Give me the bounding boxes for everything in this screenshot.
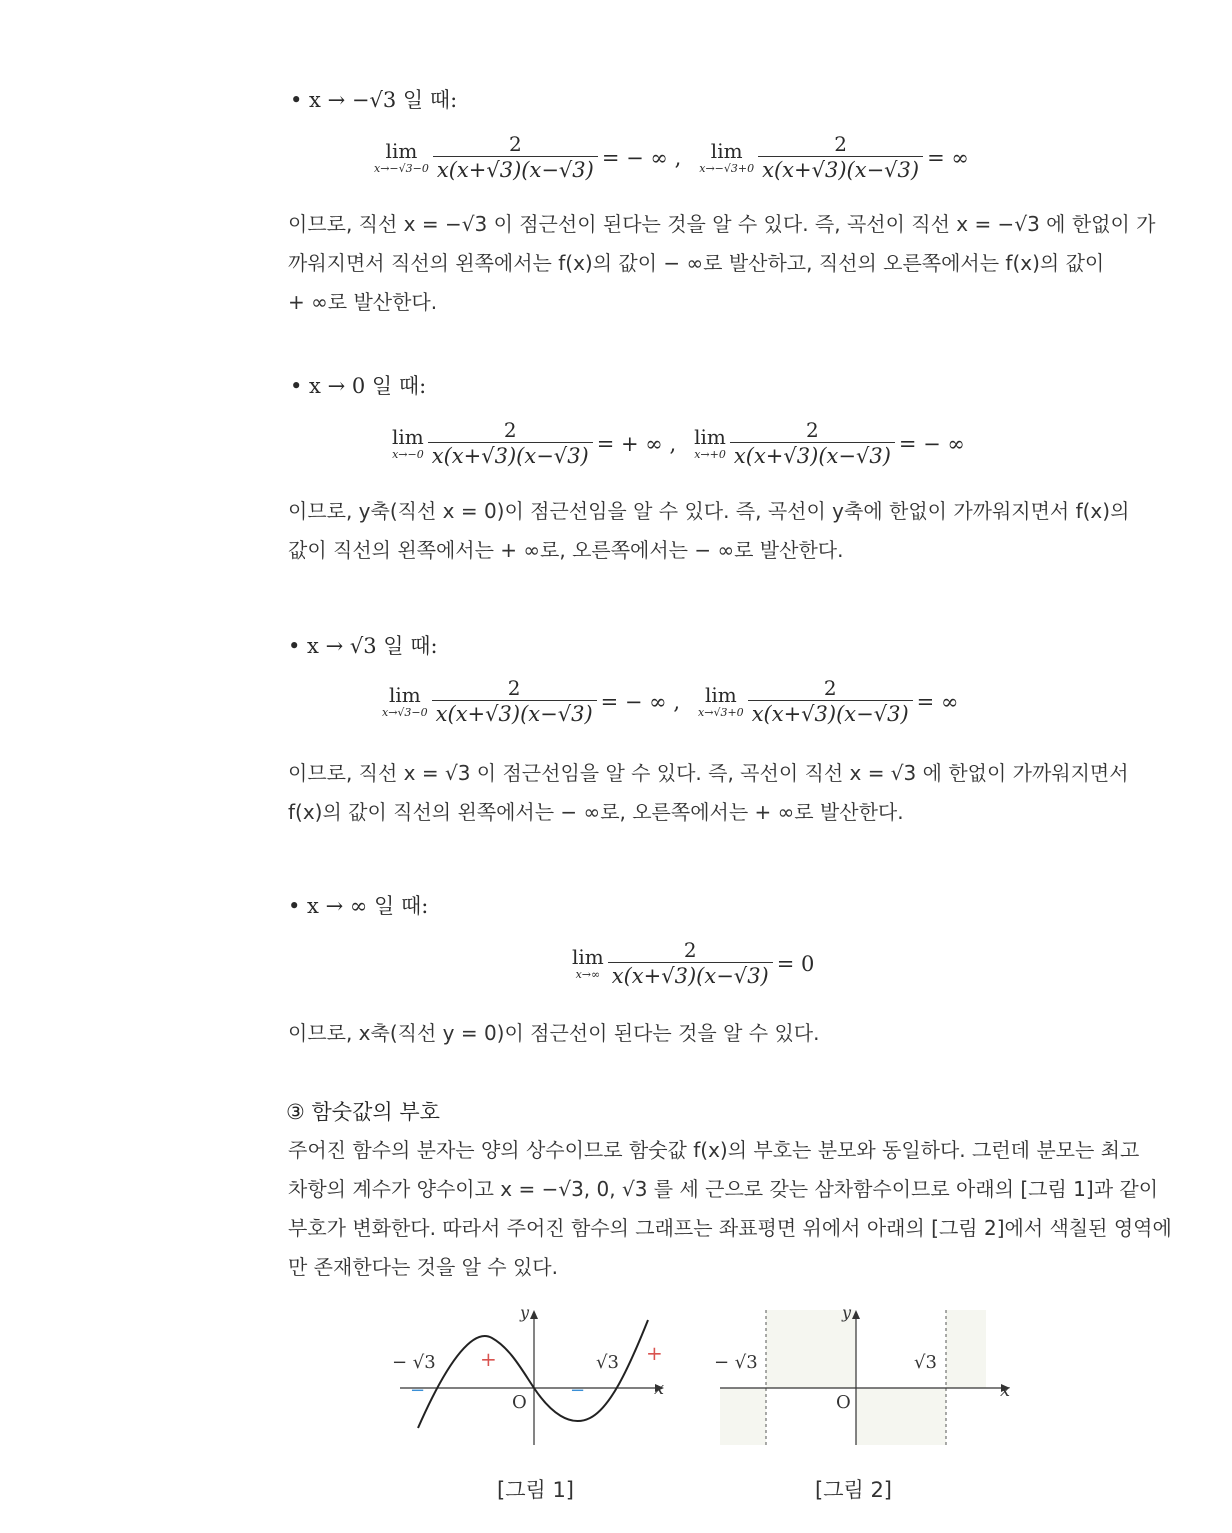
bullet-x-to-root3: • x → √3 일 때: bbox=[288, 634, 438, 658]
limit-fraction: $\frac{2}{x(x+√3)(x-√3)}$ bbox=[748, 676, 913, 727]
y-axis-label: y bbox=[842, 1303, 852, 1322]
x-axis-label: x bbox=[1000, 1380, 1011, 1401]
limit-result: = ∞ bbox=[927, 145, 969, 170]
section-heading-sign: ③ 함숫값의 부호 bbox=[286, 1100, 440, 1124]
bullet-x-to-0: • x → 0 일 때: bbox=[290, 374, 427, 398]
limit-operator: lim x→∞ bbox=[572, 944, 604, 981]
limit-operator: lim x→√3−0 bbox=[382, 682, 428, 719]
limit-result: = + ∞ , bbox=[596, 431, 677, 456]
origin-label: O bbox=[836, 1392, 851, 1413]
text-line: 이므로, y축(직선 x = 0)이 점근선임을 알 수 있다. 즉, 곡선이 y축에 한없이 가까워지면서 f(x)의 bbox=[288, 499, 1130, 523]
text-line: 이므로, 직선 x = √3 이 점근선임을 알 수 있다. 즉, 곡선이 직선 x = √3 에 한없이 가까워지면서 bbox=[288, 761, 1129, 785]
x-axis-label: x bbox=[654, 1378, 665, 1399]
text-line: 주어진 함수의 분자는 양의 상수이므로 함숫값 f(x)의 부호는 분모와 동일하다. 그런데 분모는 최고 bbox=[288, 1138, 1140, 1162]
limit-fraction: $\frac{2}{x(x+√3)(x-√3)}$ bbox=[730, 418, 895, 469]
limit-fraction: $\frac{2}{x(x+√3)(x-√3)}$ bbox=[432, 676, 597, 727]
pos-root3-label: √3 bbox=[596, 1352, 619, 1373]
limit-operator: lim x→−√3+0 bbox=[699, 138, 755, 175]
figure-2-caption: [그림 2] bbox=[815, 1478, 892, 1502]
text-line: 값이 직선의 왼쪽에서는 + ∞로, 오른쪽에서는 − ∞로 발산한다. bbox=[288, 538, 844, 562]
limit-operator: lim x→−0 bbox=[392, 424, 424, 461]
figure-2-region-graph bbox=[710, 1300, 1030, 1450]
paragraph-s4 bbox=[288, 1014, 1138, 1053]
text-line: 까워지면서 직선의 왼쪽에서는 f(x)의 값이 − ∞로 발산하고, 직선의 오른쪽에서는 f(x)의 값이 bbox=[288, 251, 1105, 275]
shaded-region bbox=[946, 1310, 986, 1388]
bullet-x-to-infinity: • x → ∞ 일 때: bbox=[288, 894, 429, 918]
neg-root3-label: − √3 bbox=[714, 1352, 758, 1373]
limit-result: = − ∞ , bbox=[600, 689, 681, 714]
limit-fraction: $\frac{2}{x(x+√3)(x-√3)}$ bbox=[608, 938, 773, 989]
sign-plus-right: + bbox=[646, 1341, 663, 1365]
paragraph-s1 bbox=[288, 205, 1156, 322]
limit-operator: lim x→+0 bbox=[694, 424, 726, 461]
limit-row-root3 bbox=[382, 676, 976, 727]
paragraph-s3 bbox=[288, 754, 1138, 832]
limit-fraction: $\frac{2}{x(x+√3)(x-√3)}$ bbox=[758, 132, 923, 183]
cubic-curve bbox=[418, 1320, 648, 1428]
text-line: 만 존재한다는 것을 알 수 있다. bbox=[288, 1255, 558, 1279]
text-line: 차항의 계수가 양수이고 x = −√3, 0, √3 를 세 근으로 갖는 삼차함수이므로 아래의 [그림 1]과 같이 bbox=[288, 1177, 1159, 1201]
origin-label: O bbox=[512, 1392, 527, 1413]
limit-result: = ∞ bbox=[916, 689, 959, 714]
figure-1-caption: [그림 1] bbox=[497, 1478, 574, 1502]
limit-operator: lim x→√3+0 bbox=[698, 682, 744, 719]
sign-minus-right: − bbox=[570, 1380, 586, 1401]
neg-root3-label: − √3 bbox=[392, 1352, 436, 1373]
limit-result: = − ∞ bbox=[898, 431, 965, 456]
text-line: 이므로, 직선 x = −√3 이 점근선이 된다는 것을 알 수 있다. 즉, 곡선이 직선 x = −√3 에 한없이 가 bbox=[288, 212, 1156, 236]
text-line: + ∞로 발산한다. bbox=[288, 290, 438, 314]
sign-minus-left: − bbox=[410, 1380, 426, 1401]
limit-result: = 0 bbox=[776, 951, 815, 976]
limit-row-infinity bbox=[572, 938, 832, 989]
text-line: 이므로, x축(직선 y = 0)이 점근선이 된다는 것을 알 수 있다. bbox=[288, 1021, 820, 1045]
limit-fraction: $\frac{2}{x(x+√3)(x-√3)}$ bbox=[428, 418, 593, 469]
text-line: 부호가 변화한다. 따라서 주어진 함수의 그래프는 좌표평면 위에서 아래의 [그림 2]에서 색칠된 영역에 bbox=[288, 1216, 1172, 1240]
bullet-x-to-neg-root3: • x → −√3 일 때: bbox=[290, 88, 458, 112]
shaded-region bbox=[856, 1388, 946, 1445]
y-axis-arrow-icon bbox=[530, 1310, 538, 1319]
limit-row-0 bbox=[392, 418, 983, 469]
y-axis-label: y bbox=[520, 1303, 530, 1322]
text-line: f(x)의 값이 직선의 왼쪽에서는 − ∞로, 오른쪽에서는 + ∞로 발산한다. bbox=[288, 800, 904, 824]
limit-fraction: $\frac{2}{x(x+√3)(x-√3)}$ bbox=[433, 132, 598, 183]
paragraph-s2 bbox=[288, 492, 1138, 570]
pos-root3-label: √3 bbox=[914, 1352, 937, 1373]
sign-plus-mid: + bbox=[480, 1347, 497, 1371]
limit-operator: lim x→−√3−0 bbox=[374, 138, 429, 175]
figure-1-sign-graph bbox=[380, 1300, 680, 1450]
paragraph-sign bbox=[288, 1131, 1172, 1287]
shaded-region bbox=[720, 1388, 766, 1445]
limit-row-neg-root3 bbox=[374, 132, 987, 183]
limit-result: = − ∞ , bbox=[601, 145, 682, 170]
